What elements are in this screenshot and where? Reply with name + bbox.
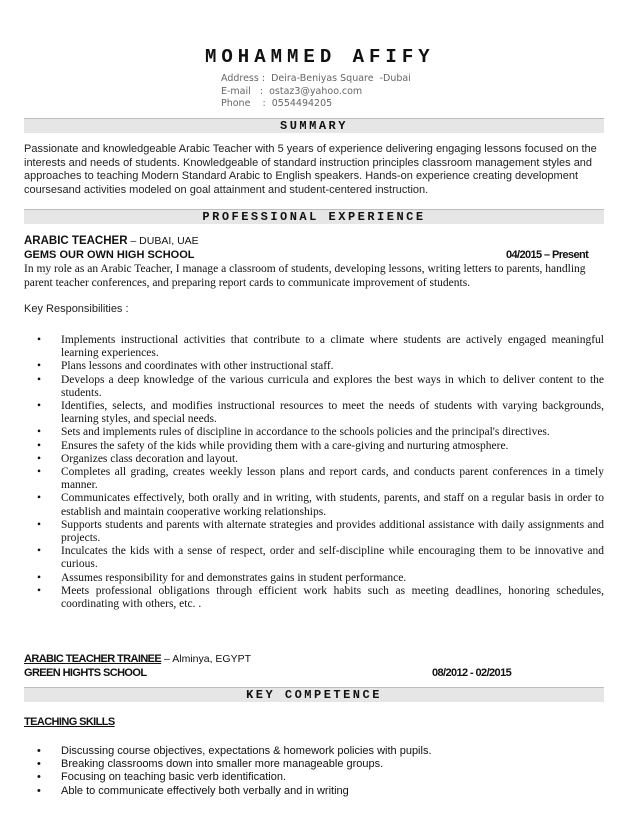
competence-heading: KEY COMPETENCE (24, 687, 604, 702)
list-item (24, 374, 604, 400)
bullet-icon: • (37, 784, 41, 797)
list-item (24, 440, 604, 453)
list-item (24, 334, 604, 360)
contact-block (221, 73, 411, 111)
job2-title: ARABIC TEACHER TRAINEE (24, 653, 162, 665)
list-item-text: Develops a deep knowledge of the various curricula and explores the best ways in which to deliver content to the students. (61, 373, 604, 399)
job2-title-line (24, 653, 251, 665)
list-item (24, 785, 604, 798)
summary-heading: SUMMARY (24, 118, 604, 133)
list-item (24, 453, 604, 466)
experience-heading: PROFESSIONAL EXPERIENCE (24, 209, 604, 224)
list-item (24, 492, 604, 518)
bullet-icon: • (37, 400, 42, 413)
job1-description: In my role as an Arabic Teacher, I manage a classroom of students, developing lessons, writing letters to parents, handling parent teacher conferences, and preparing report cards to communicate improvement of students. (24, 263, 586, 289)
list-item (24, 758, 604, 771)
list-item (24, 466, 604, 492)
list-item (24, 400, 604, 426)
list-item-text: Supports students and parents with alternate strategies and provides additional assistance with daily assignments and projects. (61, 518, 604, 545)
bullet-icon: • (37, 452, 42, 465)
email-line: E-mail : ostaz3@yahoo.com (221, 85, 363, 97)
list-item (24, 426, 604, 439)
bullet-icon: • (37, 518, 42, 531)
bullet-icon: • (37, 426, 42, 439)
bullet-icon: • (37, 745, 41, 757)
list-item-text: Plans lessons and coordinates with other instructional staff. (61, 360, 334, 373)
list-item-text: Organizes class decoration and layout. (61, 452, 239, 465)
bullet-icon: • (37, 584, 42, 597)
job1-location: – DUBAI, UAE (127, 235, 199, 247)
list-item (24, 545, 604, 571)
list-item-text: Breaking classrooms down into smaller more manageable groups. (61, 758, 384, 771)
bullet-icon: • (37, 571, 42, 584)
list-item (24, 771, 604, 784)
responsibilities-label: Key Responsibilities : (24, 303, 129, 315)
job1-title: ARABIC TEACHER (24, 235, 128, 247)
job2-employer: GREEN HIGHTS SCHOOL (24, 667, 147, 679)
job2-dates: 08/2012 - 02/2015 (432, 667, 512, 679)
list-item-text: Able to communicate effectively both verbally and in writing (61, 784, 349, 797)
list-item-text: Focusing on teaching basic verb identification. (61, 771, 287, 784)
skills-list (24, 745, 604, 798)
list-item-text: Communicates effectively, both orally and in writing, with students, parents, and staff on a regular basis in order to establish and maintain cooperative working relationships. (61, 492, 604, 518)
responsibilities-list (24, 334, 604, 611)
bullet-icon: • (37, 771, 41, 784)
bullet-icon: • (37, 360, 42, 373)
list-item-text: Implements instructional activities that contribute to a climate where students are actively engaged meaningful learning experiences. (61, 334, 604, 360)
list-item-text: Ensures the safety of the kids while providing them with a care-giving and nurturing atmosphere. (61, 439, 509, 452)
candidate-name: MOHAMMED AFIFY (205, 46, 435, 68)
teaching-skills-label: TEACHING SKILLS (24, 716, 115, 728)
bullet-icon: • (37, 334, 42, 346)
bullet-icon: • (37, 439, 42, 452)
job1-title-line (24, 235, 604, 247)
bullet-icon: • (37, 758, 41, 771)
job1-dates: 04/2015 – Present (506, 249, 589, 261)
list-item-text: Discussing course objectives, expectations & homework policies with pupils. (61, 745, 432, 757)
list-item-text: Sets and implements rules of discipline in accordance to the schools policies and the principal's directives. (61, 426, 550, 439)
phone-line: Phone : 0554494205 (221, 98, 333, 109)
bullet-icon: • (37, 545, 42, 558)
job2-employer-line (24, 667, 604, 681)
summary-text: Passionate and knowledgeable Arabic Teacher with 5 years of experience delivering engaging lessons focused on the interests and needs of students. Knowledgeable of standard instruction principles classroom management styles and approaches to teaching Modern Standard Arabic to English speakers. Hands-on experience creating development coursesand activities modeled on goal attainment and student-centered instruction. (24, 143, 597, 196)
list-item (24, 572, 604, 585)
list-item-text: Meets professional obligations through efficient work habits such as meeting deadlines, honoring schedules, coordinating with others, etc. . (61, 584, 604, 611)
list-item (24, 585, 604, 611)
list-item (24, 519, 604, 545)
job2-location: – Alminya, EGYPT (161, 653, 252, 665)
bullet-icon: • (37, 466, 42, 479)
list-item (24, 360, 604, 373)
list-item (24, 745, 604, 758)
address-line: Address : Deira-Beniyas Square -Dubai (221, 73, 411, 84)
bullet-icon: • (37, 492, 42, 505)
list-item-text: Inculcates the kids with a sense of respect, order and self-discipline while encouraging them to be innovative and curious. (61, 545, 604, 571)
list-item-text: Completes all grading, creates weekly lesson plans and report cards, and conducts parent conferences in a timely manner. (61, 466, 604, 492)
bullet-icon: • (37, 373, 42, 386)
list-item-text: Identifies, selects, and modifies instructional resources to meet the needs of students with varying backgrounds, learning styles, and special needs. (61, 400, 604, 426)
job1-employer-line (24, 249, 604, 263)
list-item-text: Assumes responsibility for and demonstrates gains in student performance. (61, 571, 407, 584)
job1-employer: GEMS OUR OWN HIGH SCHOOL (24, 249, 195, 261)
